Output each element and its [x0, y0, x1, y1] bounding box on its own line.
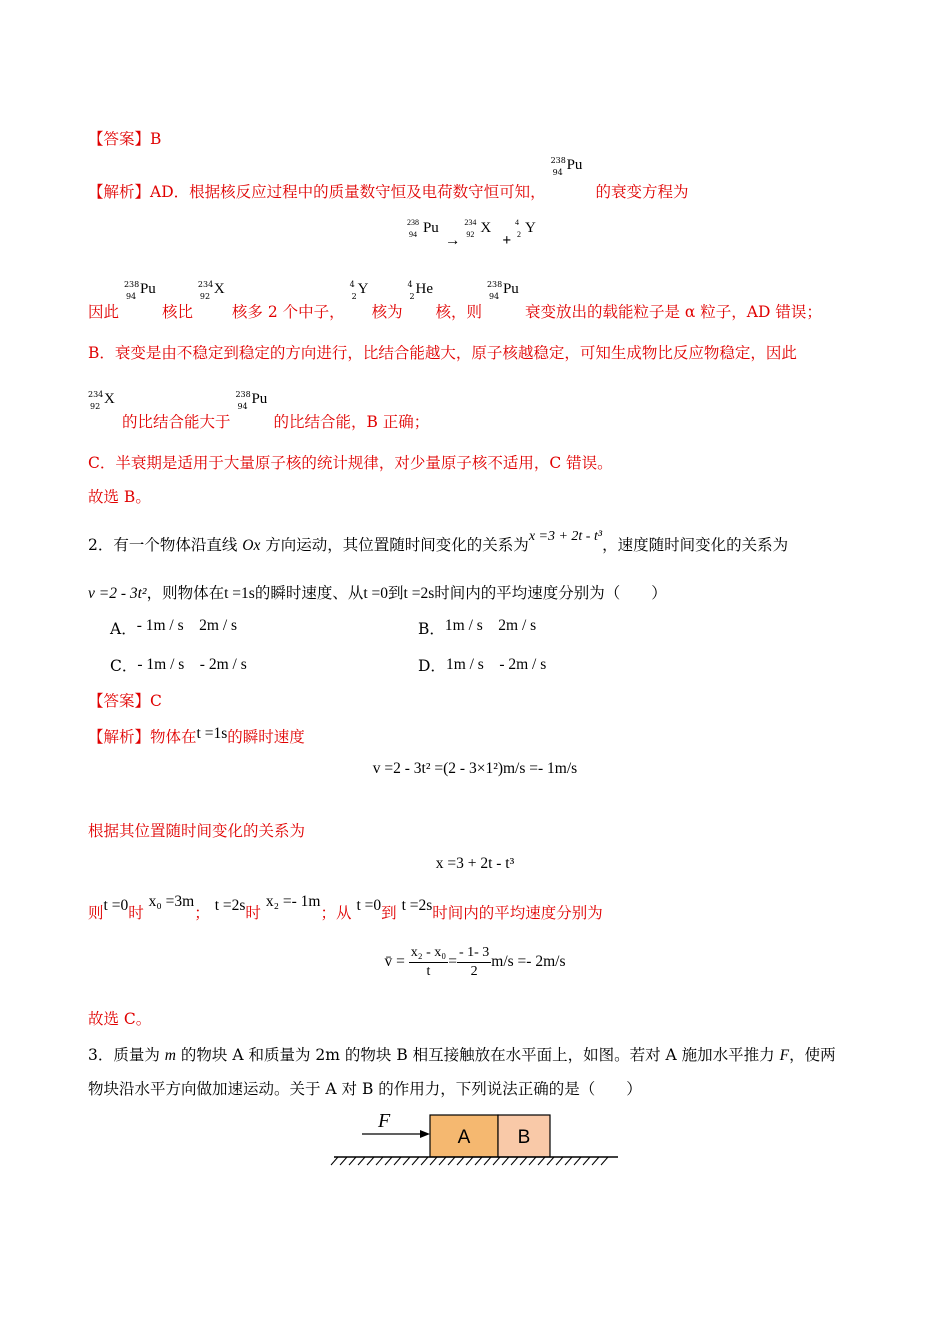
nuclide-x: 234 92 X [88, 390, 115, 411]
nuclide-pu: 238 94 Pu [235, 390, 268, 411]
q2-analysis-3: 则t =0时 x₀ =3m； t =2s时 x₂ =- 1m；从 t =0到 t =2s时间内的平均速度分别为 [88, 893, 603, 922]
hatch-mark [358, 1157, 365, 1165]
hatch-mark [349, 1157, 356, 1165]
blocks-figure [330, 1105, 622, 1171]
q1-analysis-ad-text: AD．根据核反应过程中的质量数守恒及电荷数守恒可知， [150, 183, 546, 201]
q1-line-c: C．半衰期是适用于大量原子核的统计规律，对少量原子核不适用，C 错误。 [88, 454, 613, 472]
nuclide-pu: 238 94 Pu [123, 280, 156, 301]
position-equation: x =3 + 2t - t³ [435, 855, 515, 872]
ground-hatching [331, 1157, 608, 1165]
decay-equation [0, 218, 950, 250]
option-b[interactable]: B．1m / s 2m / s [418, 617, 537, 638]
hatch-mark [547, 1157, 554, 1165]
q2-stem-line2: v =2 - 3t²，则物体在t =1s的瞬时速度、从t =0到t =2s时间内的平均速度分别为（ ） [88, 584, 667, 602]
q2-conclusion: 故选 C。 [88, 1010, 152, 1028]
velocity-equation: v =2 - 3t² =(2 - 3×1²)m/s =- 1m/s [372, 760, 578, 777]
hatch-mark [556, 1157, 563, 1165]
hatch-mark [340, 1157, 347, 1165]
option-c[interactable]: C．- 1m / s - 2m / s [110, 656, 247, 675]
hatch-mark [493, 1157, 500, 1165]
block-b-label: B [517, 1127, 531, 1148]
q1-analysis-ad-suffix: 的衰变方程为 [595, 183, 689, 201]
q2-analysis-2: 根据其位置随时间变化的关系为 [88, 822, 306, 840]
nuclide-y: 4 2 Y [515, 218, 536, 239]
hatch-mark [412, 1157, 419, 1165]
hatch-mark [466, 1157, 473, 1165]
velocity-formula: v =2 - 3t² [88, 585, 147, 602]
q3-stem-line1: 3．质量为 m 的物块 A 和质量为 2m 的物块 B 相互接触放在水平面上，如图。若对 A 施加水平推力 F，使两 [88, 1046, 836, 1064]
q2-analysis-1: 【解析】物体在t =1s的瞬时速度 [88, 725, 305, 746]
q3-stem-line2: 物块沿水平方向做加速运动。关于 A 对 B 的作用力，下列说法正确的是（ ） [88, 1080, 642, 1098]
option-a[interactable]: A．- 1m / s 2m / s [110, 617, 238, 638]
plus: + [502, 232, 512, 249]
q1-analysis-ad [88, 156, 689, 203]
q1-line-b: B．衰变是由不稳定到稳定的方向进行，比结合能越大，原子核越稳定，可知生成物比反应物稳定，因此 [88, 344, 797, 362]
hatch-mark [538, 1157, 545, 1165]
force-arrowhead [420, 1130, 430, 1138]
hatch-mark [448, 1157, 455, 1165]
hatch-mark [520, 1157, 527, 1165]
nuclide-x: 234 92 X [464, 218, 492, 239]
q1-line-b2: 234 92 X 的比结合能大于 238 94 Pu 的比结合能，B 正确； [88, 390, 430, 431]
hatch-mark [403, 1157, 410, 1165]
hatch-mark [331, 1157, 338, 1165]
hatch-mark [367, 1157, 374, 1165]
q2-stem-line1: 2．有一个物体沿直线 Ox 方向运动，其位置随时间变化的关系为x =3 + 2t - t³，速度随时间变化的关系为 [88, 529, 789, 554]
hatch-mark [511, 1157, 518, 1165]
hatch-mark [484, 1157, 491, 1165]
nuclide-pu: 238 94 Pu [550, 156, 583, 177]
option-d[interactable]: D．1m / s - 2m / s [418, 656, 547, 675]
fraction-numeric: $\frac{- 1- 3}{2}$ [458, 945, 490, 979]
nuclide-y: 4 2 Y [349, 280, 369, 301]
nuclide-he: 4 2 He [407, 280, 434, 301]
hatch-mark [439, 1157, 446, 1165]
fraction-displacement-over-time: $\frac{\text{x₂ - x₀}}{t}$ [410, 945, 447, 979]
q1-because-line: 因此 238 94 Pu 核比 234 92 X 核多 2 个中子， 4 2 Y 核为 4 2 He 核，则 238 94 Pu 衰变放出的载能粒子是 α 粒子，AD 错误； [88, 280, 822, 321]
hatch-mark [529, 1157, 536, 1165]
arrow: → [444, 232, 461, 249]
hatch-mark [376, 1157, 383, 1165]
hatch-mark [394, 1157, 401, 1165]
q1-answer: 【答案】B [88, 130, 162, 148]
hatch-mark [475, 1157, 482, 1165]
hatch-mark [502, 1157, 509, 1165]
average-velocity-equation: v̄ = $\frac{\text{x₂ - x₀}}{t}$ = $\frac{- 1- 3}{2}$ m/s =- 2m/s [384, 945, 566, 979]
q1-conclusion: 故选 B。 [88, 488, 151, 506]
q2-answer: 【答案】C [88, 692, 162, 710]
hatch-mark [592, 1157, 599, 1165]
block-a-label: A [457, 1127, 471, 1148]
hatch-mark [583, 1157, 590, 1165]
hatch-mark [601, 1157, 608, 1165]
nuclide-x: 234 92 X [197, 280, 225, 301]
hatch-mark [565, 1157, 572, 1165]
q1-analysis-label: 【解析】 [88, 183, 151, 201]
nuclide-pu: 238 94 Pu [406, 218, 439, 239]
hatch-mark [430, 1157, 437, 1165]
nuclide-pu: 238 94 Pu [486, 280, 519, 301]
hatch-mark [385, 1157, 392, 1165]
force-label: F [378, 1110, 391, 1132]
position-formula: x =3 + 2t - t³ [528, 529, 603, 544]
hatch-mark [421, 1157, 428, 1165]
hatch-mark [574, 1157, 581, 1165]
hatch-mark [457, 1157, 464, 1165]
